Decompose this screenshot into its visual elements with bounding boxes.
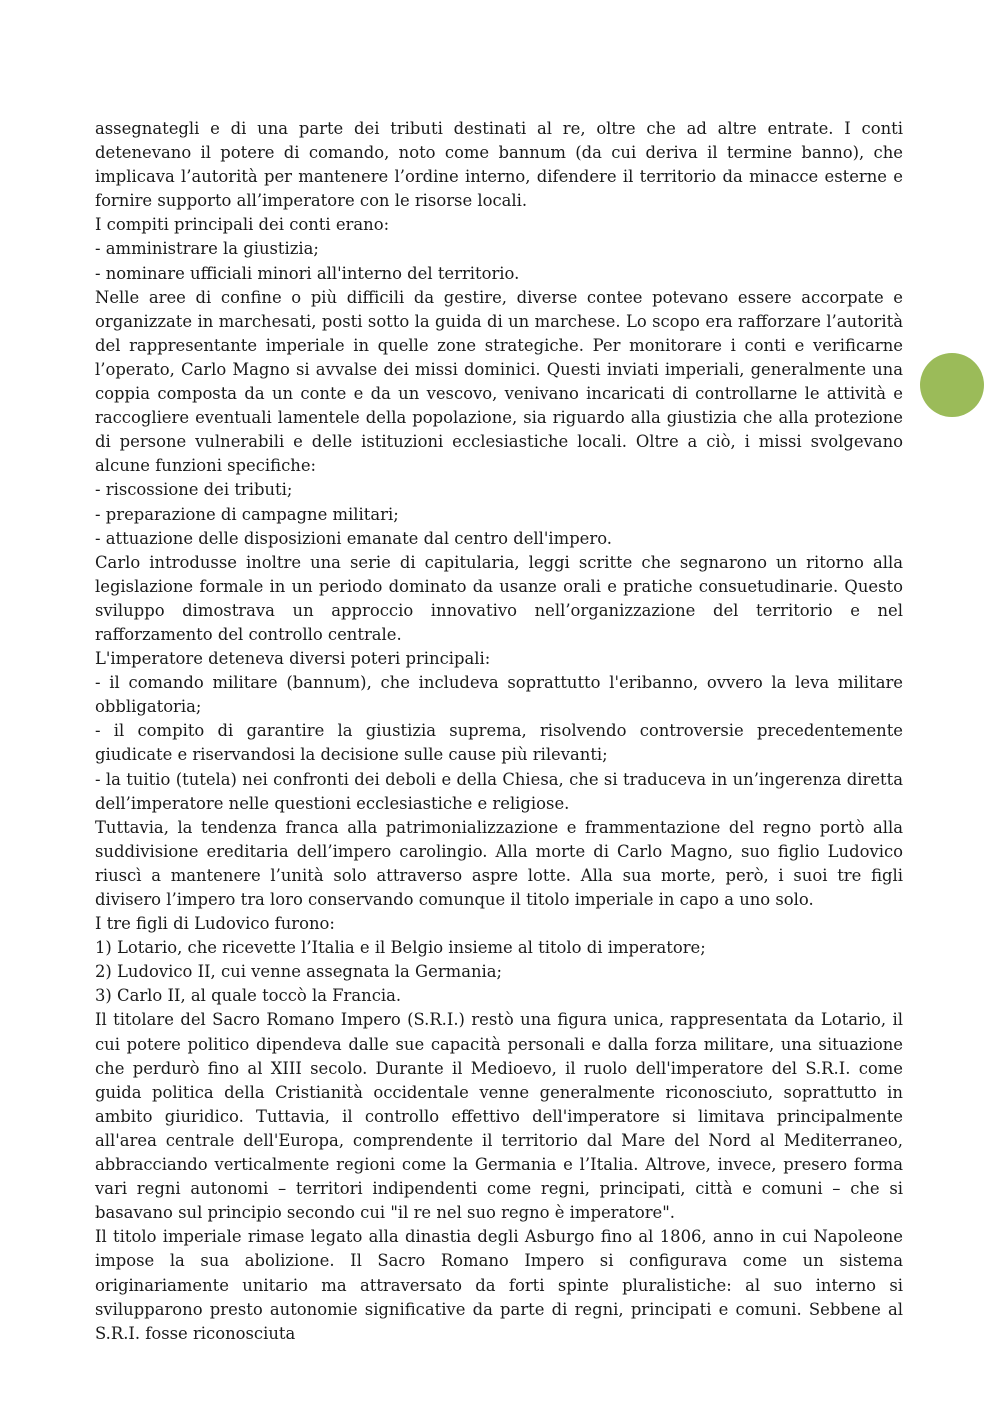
list-item-supreme-justice: - il compito di garantire la giustizia suprema, risolvendo controversie precedentemente giudicate e riservandosi la decisione sulle cause più rilevanti; [95, 721, 903, 765]
list-item-officials: - nominare ufficiali minori all'interno del territorio. [95, 263, 520, 283]
paragraph-counts-powers: assegnategli e di una parte dei tributi destinati al re, oltre che ad altre entrate. I conti detenevano il potere di comando, noto come bannum (da cui deriva il termine banno), che implicava l’autorità per mantenere l’ordine interno, difendere il territorio da minacce esterne e fornire supporto all’imperatore con le risorse locali. [95, 119, 903, 211]
paragraph-sri: Il titolare del Sacro Romano Impero (S.R.I.) restò una figura unica, rappresentata da Lotario, il cui potere politico dipendeva dalle sue capacità personali e dalla forza militare, una situazione che perdurò fino al XIII secolo. Durante il Medioevo, il ruolo dell'imperatore del S.R.I. come guida politica della Cristianità occidentale venne generalmente riconosciuto, soprattutto in ambito giuridico. Tuttavia, il controllo effettivo dell'imperatore si limitava principalmente all'area centrale dell'Europa, comprendente il territorio dal Mare del Nord al Mediterraneo, abbracciando verticalmente regioni come la Germania e l’Italia. Altrove, invece, presero forma vari regni autonomi – territori indipendenti come regni, principati, città e comuni – che si basavano sul principio secondo cui "il re nel suo regno è imperatore". [95, 1010, 903, 1223]
paragraph-counts-duties-intro: I compiti principali dei conti erano: [95, 215, 390, 235]
list-item-lotario: 1) Lotario, che ricevette l’Italia e il Belgio insieme al titolo di imperatore; [95, 938, 706, 958]
list-item-tributes: - riscossione dei tributi; [95, 480, 293, 500]
list-item-campaigns: - preparazione di campagne militari; [95, 504, 399, 524]
list-item-military-command: - il comando militare (bannum), che includeva soprattutto l'eribanno, ovvero la leva militare obbligatoria; [95, 673, 903, 717]
list-item-ludovico: 2) Ludovico II, cui venne assegnata la Germania; [95, 962, 503, 982]
document-body [95, 117, 903, 1346]
paragraph-sons-intro: I tre figli di Ludovico furono: [95, 914, 335, 934]
paragraph-habsburg: Il titolo imperiale rimase legato alla dinastia degli Asburgo fino al 1806, anno in cui Napoleone impose la sua abolizione. Il Sacro Romano Impero si configurava come un sistema originariamente unitario ma attraversato da forti spinte pluralistiche: al suo interno si svilupparono presto autonomie significative da parte di regni, principati e comuni. Sebbene al S.R.I. fosse riconosciuta [95, 1227, 903, 1343]
paragraph-emperor-powers-intro: L'imperatore deteneva diversi poteri principali: [95, 649, 491, 669]
list-item-justice: - amministrare la giustizia; [95, 239, 319, 259]
green-circle-marker [920, 353, 984, 417]
paragraph-capitularia: Carlo introdusse inoltre una serie di capitularia, leggi scritte che segnarono un ritorno alla legislazione formale in un periodo dominato da usanze orali e pratiche consuetudinarie. Questo sviluppo dimostrava un approccio innovativo nell’organizzazione del territorio e nel rafforzamento del controllo centrale. [95, 552, 903, 644]
list-item-carlo: 3) Carlo II, al quale toccò la Francia. [95, 986, 402, 1006]
paragraph-division: Tuttavia, la tendenza franca alla patrimonializzazione e frammentazione del regno portò alla suddivisione ereditaria dell’impero carolingio. Alla morte di Carlo Magno, suo figlio Ludovico riuscì a mantenere l’unità solo attraverso aspre lotte. Alla sua morte, però, i suoi tre figli divisero l’impero tra loro conservando comunque il titolo imperiale in capo a uno solo. [95, 817, 903, 909]
list-item-dispositions: - attuazione delle disposizioni emanate dal centro dell'impero. [95, 528, 613, 548]
paragraph-marches-missi: Nelle aree di confine o più difficili da gestire, diverse contee potevano essere accorpate e organizzate in marchesati, posti sotto la guida di un marchese. Lo scopo era rafforzare l’autorità del rappresentante imperiale in quelle zone strategiche. Per monitorare i conti e verificarne l’operato, Carlo Magno si avvalse dei missi dominici. Questi inviati imperiali, generalmente una coppia composta da un conte e da un vescovo, venivano incaricati di controllarne le attività e raccogliere eventuali lamentele della popolazione, sia riguardo alla giustizia che alla protezione di persone vulnerabili e delle istituzioni ecclesiastiche locali. Oltre a ciò, i missi svolgevano alcune funzioni specifiche: [95, 287, 903, 476]
list-item-tuitio: - la tuitio (tutela) nei confronti dei deboli e della Chiesa, che si traduceva in un’ingerenza diretta dell’imperatore nelle questioni ecclesiastiche e religiose. [95, 769, 903, 813]
